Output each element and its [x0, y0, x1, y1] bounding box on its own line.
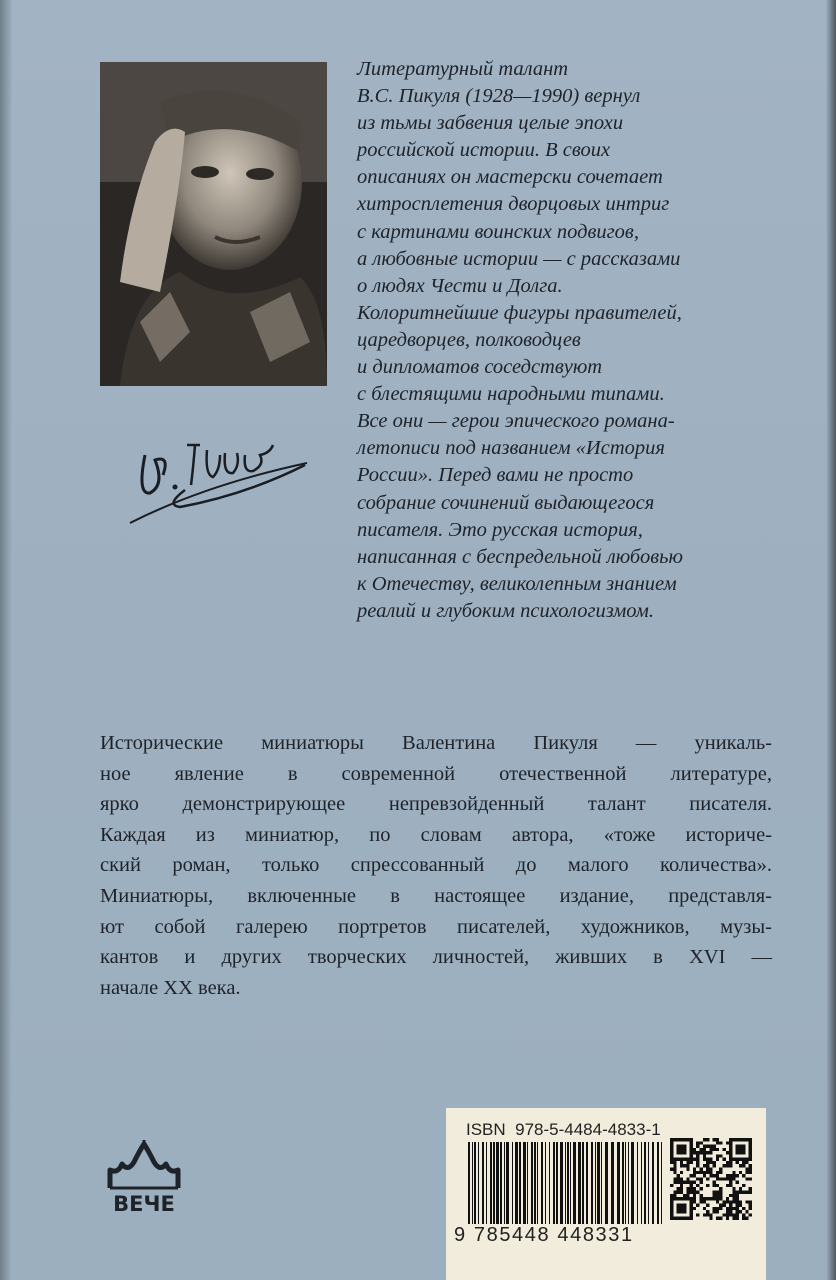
isbn-sticker: [446, 1108, 766, 1280]
description-line: ярко демонстрирующее непревзойденный талант писателя.: [100, 793, 772, 816]
publisher-logo-text: ВЕЧЕ: [113, 1192, 175, 1216]
description-line: Исторические миниатюры Валентина Пикуля — уникаль-: [100, 732, 772, 754]
cover-right-edge: [826, 0, 836, 1280]
description-line: кантов и других творческих личностей, живших в XVI —: [100, 946, 772, 969]
barcode: [468, 1142, 664, 1224]
author-portrait: [100, 62, 327, 386]
barcode-digits: 9 785448 448331: [454, 1224, 634, 1246]
description-line: Миниатюры, включенные в настоящее издание, представля-: [100, 884, 772, 907]
isbn-label: ISBN 978-5-4484-4833-1: [466, 1120, 661, 1139]
description-line: начале XX века.: [100, 976, 241, 999]
cover-left-edge: [0, 0, 12, 1280]
description-line: Каждая из миниатюр, по словам автора, «тоже историче-: [100, 823, 772, 846]
qr-code: [670, 1138, 752, 1220]
description-line: ное явление в современной отечественной литературе,: [100, 762, 772, 785]
description-line: ют собой галерею портретов писателей, художников, музы-: [100, 915, 772, 938]
author-signature: [125, 415, 310, 530]
book-description: [100, 728, 772, 1003]
author-bio-text: Литературный талант В.С. Пикуля (1928—1990) вернул из тьмы забвения целые эпохи российской истории. В своих описаниях он мастерски сочетает хитросплетения дворцовых интриг с картинами воинских подвигов, а любовные истории — с рассказами о людях Чести и Долга. Колоритнейшие фигуры правителей, царедворцев, полководцев и дипломатов соседствуют с блестящими народными типами. Все они — герои эпического романа- летописи под названием «История России». Перед вами не просто собрание сочинений выдающегося писателя. Это русская история, написанная с беспредельной любовью к Отечеству, великолепным знанием реалий и глубоким психологизмом.: [357, 58, 683, 622]
description-line: ский роман, только спрессованный до малого количества».: [100, 854, 772, 877]
